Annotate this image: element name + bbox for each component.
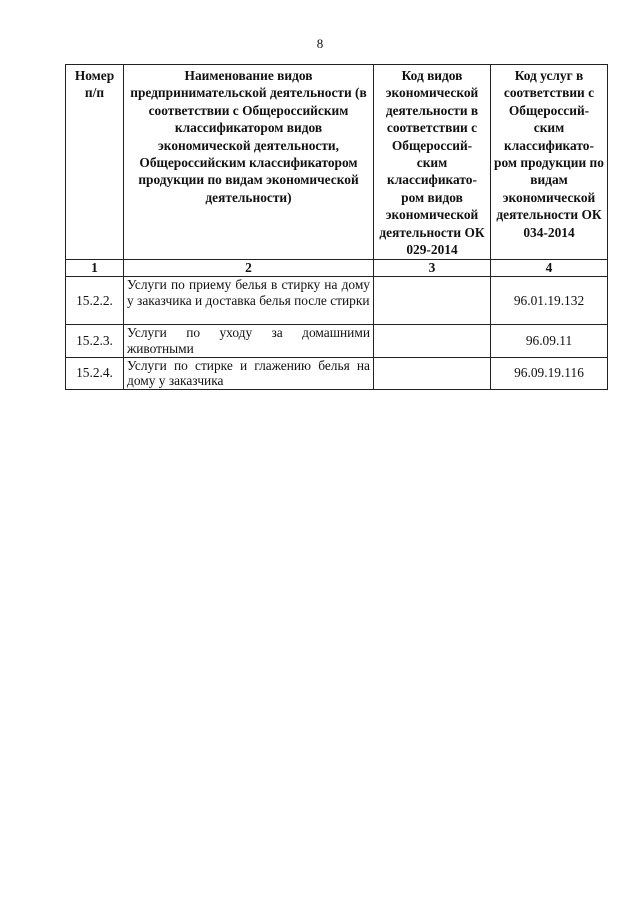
column-number: 4 xyxy=(491,260,608,277)
column-number: 1 xyxy=(66,260,124,277)
header-okpd-code: Код услуг в соответствии с Общероссий- ским классификато- ром продукции по видам экономической деятельности ОК 034-2014 xyxy=(491,65,608,260)
okpd-code: 96.09.11 xyxy=(491,325,608,357)
row-number: 15.2.2. xyxy=(66,277,124,325)
okpd-code: 96.09.19.116 xyxy=(491,357,608,389)
header-number: Номер п/п xyxy=(66,65,124,260)
table-row xyxy=(66,357,608,389)
okved-code xyxy=(374,325,491,357)
activity-name: Услуги по уходу за домашними животными xyxy=(124,325,374,357)
column-number: 3 xyxy=(374,260,491,277)
activity-name: Услуги по приему белья в стирку на дому у заказчика и доставка белья после стирки xyxy=(124,277,374,325)
row-number: 15.2.3. xyxy=(66,325,124,357)
header-activity-name: Наименование видов предпринимательской деятельности (в соответствии с Общероссийским классификатором видов экономической деятельности, Общероссийским классификатором продукции по видам экономической деятельности) xyxy=(124,65,374,260)
table-header-row xyxy=(66,65,608,260)
header-okved-code: Код видов экономической деятельности в соответствии с Общероссий- ским классификато- ром видов экономической деятельности ОК 029-2014 xyxy=(374,65,491,260)
okved-code xyxy=(374,277,491,325)
column-numbers-row xyxy=(66,260,608,277)
activity-codes-table xyxy=(65,64,608,390)
row-number: 15.2.4. xyxy=(66,357,124,389)
table-row xyxy=(66,325,608,357)
okpd-code: 96.01.19.132 xyxy=(491,277,608,325)
okved-code xyxy=(374,357,491,389)
page-number: 8 xyxy=(316,36,324,51)
column-number: 2 xyxy=(124,260,374,277)
table-row xyxy=(66,277,608,325)
activity-name: Услуги по стирке и глажению белья на дому у заказчика xyxy=(124,357,374,389)
